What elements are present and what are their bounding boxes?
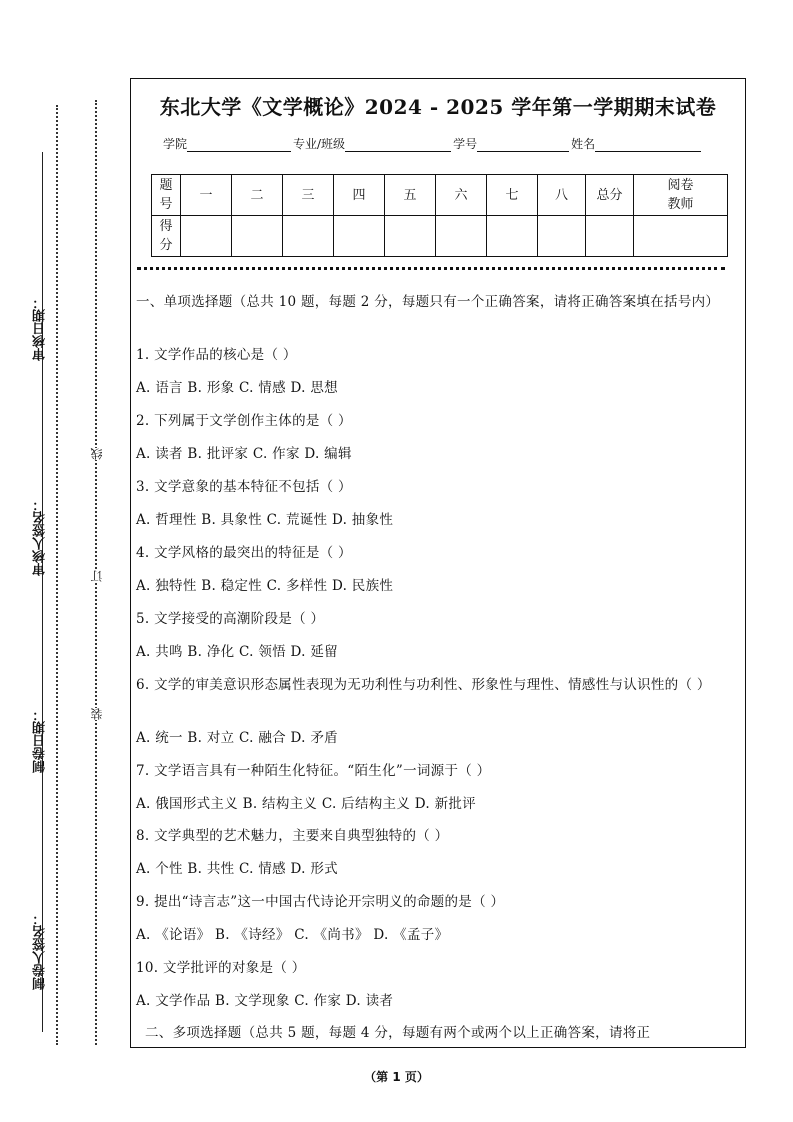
- score-cell-4[interactable]: [334, 216, 385, 257]
- question-1-options: A. 语言 B. 形象 C. 情感 D. 思想: [136, 380, 338, 396]
- score-col-3: 三: [283, 175, 334, 216]
- section2-heading: 二、多项选择题（总共 5 题，每题 4 分，每题有两个或两个以上正确答案，请将正: [145, 1025, 651, 1041]
- exam-title: 东北大学《文学概论》2024 - 2025 学年第一学期期末试卷: [159, 95, 717, 119]
- score-row-label-score: 得 分: [152, 216, 181, 257]
- margin-label-paper-maker-signature: 制卷人签名：: [33, 912, 48, 990]
- score-col-grader: 阅卷 教师: [634, 175, 728, 216]
- question-3-options: A. 哲理性 B. 具象性 C. 荒诞性 D. 抽象性: [136, 512, 394, 528]
- field-label-name: 姓名: [571, 137, 596, 151]
- field-label-student-id: 学号: [453, 137, 478, 151]
- question-3: 3. 文学意象的基本特征不包括（ ）: [136, 479, 352, 495]
- score-col-2: 二: [232, 175, 283, 216]
- score-cell-1[interactable]: [181, 216, 232, 257]
- question-4-options: A. 独特性 B. 稳定性 C. 多样性 D. 民族性: [136, 578, 394, 594]
- field-label-major-class: 专业/班级: [293, 137, 346, 151]
- score-cell-grader[interactable]: [634, 216, 728, 257]
- question-7-options: A. 俄国形式主义 B. 结构主义 C. 后结构主义 D. 新批评: [136, 796, 476, 812]
- section1-heading: 一、单项选择题（总共 10 题，每题 2 分，每题只有一个正确答案，请将正确答案填在括号内）: [136, 294, 720, 310]
- question-1: 1. 文学作品的核心是（ ）: [136, 347, 297, 363]
- score-col-6: 六: [436, 175, 487, 216]
- field-blank-college[interactable]: [187, 139, 291, 152]
- score-col-5: 五: [385, 175, 436, 216]
- question-8: 8. 文学典型的艺术魅力，主要来自典型独特的（ ）: [136, 828, 449, 844]
- score-table-score-row: [152, 216, 728, 257]
- margin-label-reviewer-signature: 审核人签名：: [33, 498, 48, 576]
- score-col-1: 一: [181, 175, 232, 216]
- question-8-options: A. 个性 B. 共性 C. 情感 D. 形式: [136, 861, 338, 877]
- score-cell-2[interactable]: [232, 216, 283, 257]
- score-cell-6[interactable]: [436, 216, 487, 257]
- margin-label-review-date: 审核日期：: [33, 296, 48, 361]
- question-6: 6. 文学的审美意识形态属性表现为无功利性与功利性、形象性与理性、情感性与认识性的（ ）: [136, 677, 711, 693]
- score-cell-7[interactable]: [487, 216, 538, 257]
- field-blank-student-id[interactable]: [477, 139, 569, 152]
- page-number: （第 1 页）: [364, 1070, 429, 1084]
- binding-char-ding: 订: [90, 570, 104, 582]
- margin-dotted-line-outer: [56, 105, 58, 1045]
- margin-signature-line: [42, 152, 43, 1032]
- exam-frame: [130, 78, 746, 1048]
- margin-label-paper-date: 制卷日期：: [33, 708, 48, 773]
- field-blank-major-class[interactable]: [345, 139, 451, 152]
- score-cell-8[interactable]: [538, 216, 586, 257]
- question-9-options: A. 《论语》 B. 《诗经》 C. 《尚书》 D. 《孟子》: [136, 927, 449, 943]
- field-label-college: 学院: [163, 137, 188, 151]
- score-col-4: 四: [334, 175, 385, 216]
- score-col-total: 总分: [586, 175, 634, 216]
- score-table: [151, 174, 728, 257]
- binding-char-zhuang: 装: [90, 708, 104, 720]
- student-info-row: [163, 135, 703, 152]
- question-6-options: A. 统一 B. 对立 C. 融合 D. 矛盾: [136, 730, 338, 746]
- question-9: 9. 提出“诗言志”这一中国古代诗论开宗明义的命题的是（ ）: [136, 894, 505, 910]
- score-table-header-row: [152, 175, 728, 216]
- question-2-options: A. 读者 B. 批评家 C. 作家 D. 编辑: [136, 446, 352, 462]
- field-blank-name[interactable]: [595, 139, 701, 152]
- score-cell-total[interactable]: [586, 216, 634, 257]
- score-cell-3[interactable]: [283, 216, 334, 257]
- score-col-7: 七: [487, 175, 538, 216]
- score-row-label-question: 题 号: [152, 175, 181, 216]
- question-7: 7. 文学语言具有一种陌生化特征。“陌生化”一词源于（ ）: [136, 763, 491, 779]
- binding-char-xian: 线: [90, 448, 104, 460]
- question-5-options: A. 共鸣 B. 净化 C. 领悟 D. 延留: [136, 644, 338, 660]
- question-5: 5. 文学接受的高潮阶段是（ ）: [136, 611, 325, 627]
- score-col-8: 八: [538, 175, 586, 216]
- question-10: 10. 文学批评的对象是（ ）: [136, 960, 306, 976]
- dotted-separator: [137, 267, 725, 270]
- question-4: 4. 文学风格的最突出的特征是（ ）: [136, 545, 352, 561]
- question-10-options: A. 文学作品 B. 文学现象 C. 作家 D. 读者: [136, 993, 394, 1009]
- question-2: 2. 下列属于文学创作主体的是（ ）: [136, 413, 352, 429]
- score-cell-5[interactable]: [385, 216, 436, 257]
